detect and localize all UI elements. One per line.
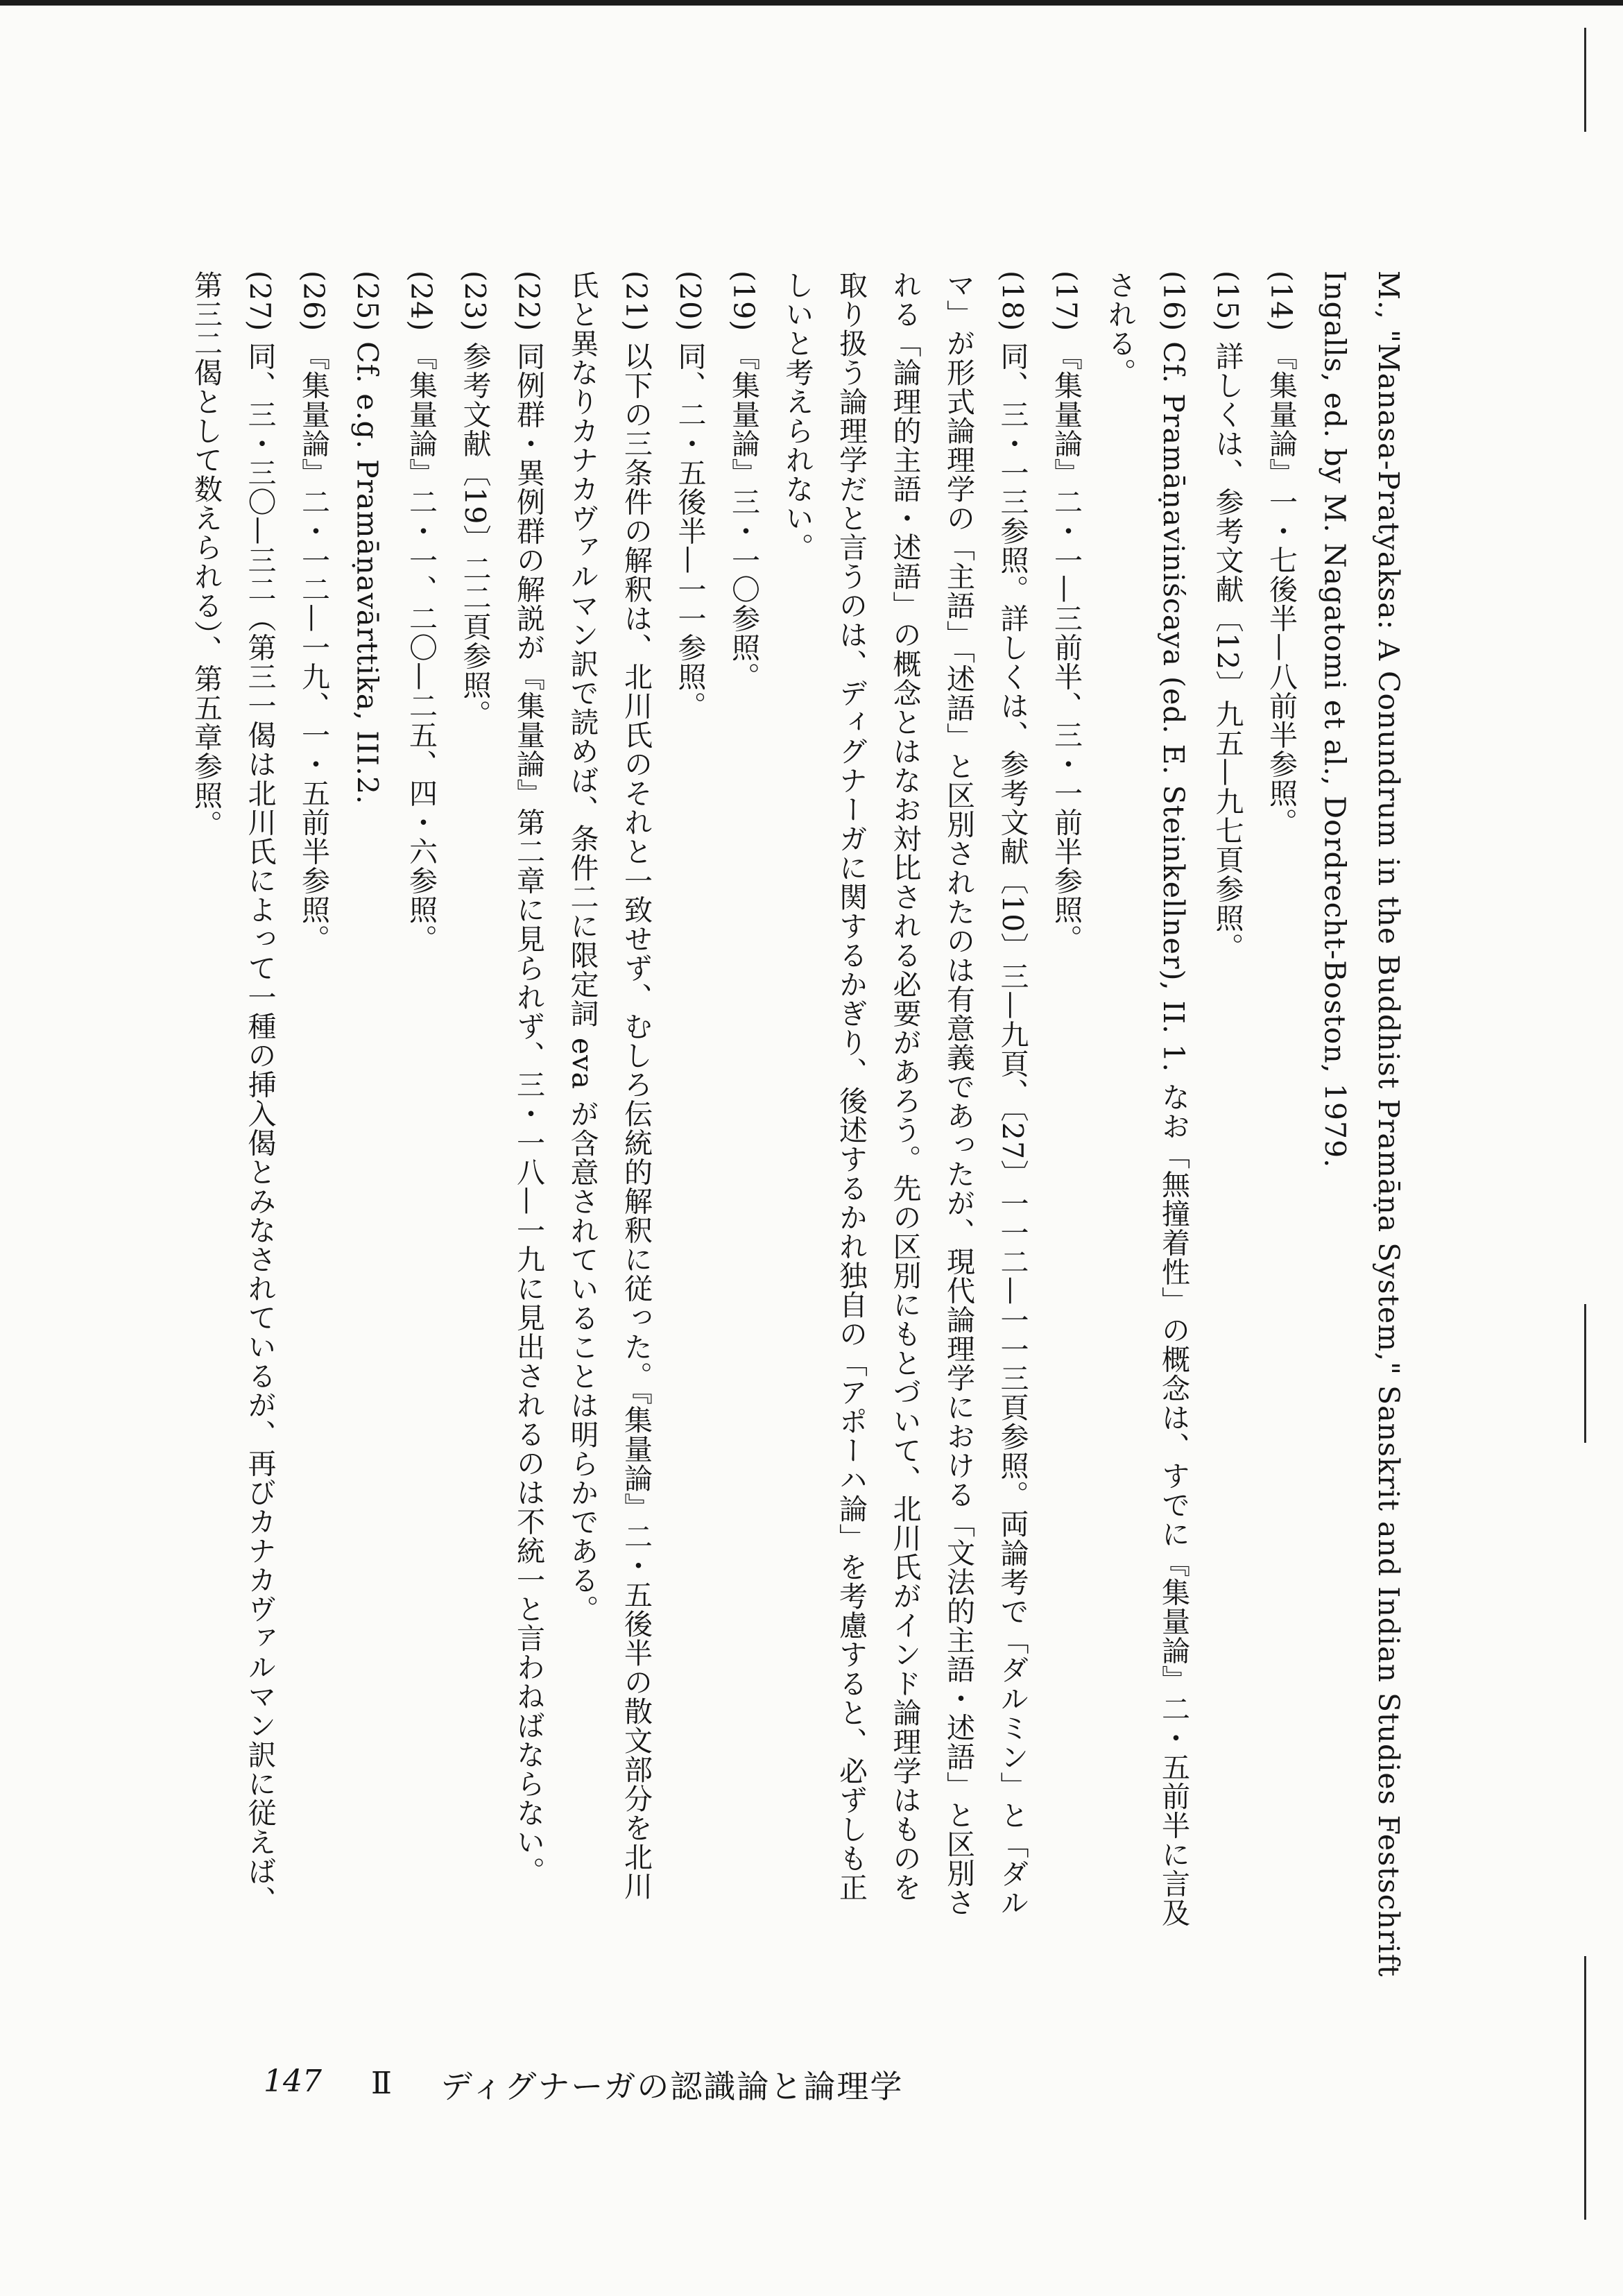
footnote-18: (18) 同、三・一三参照。詳しくは、参考文献〔10〕三—九頁、〔27〕一一二—一一三頁参照。両論考で「ダルミン」と「ダル (995, 271, 1029, 1918)
text-line: Ingalls, ed. by M. Nagatomi et al., Dordrecht-Boston, 1979. (1318, 271, 1352, 1169)
text-line: れる「論理的主語・述語」の概念とはなお対比される必要があろう。先の区別にもとづいて、北川氏がインド論理学はものを (888, 271, 922, 1902)
footnote-20: (20) 同、二・五後半—一一参照。 (673, 271, 707, 721)
footnote-16: (16) Cf. Pramāṇaviniścaya (ed. E. Steinkellner), II. 1. なお「無撞着性」の概念は、すでに『集量論』二・五前半に言及 (1157, 271, 1190, 1928)
text-line: 氏と異なりカナカヴァルマン訳で読めば、条件二に限定詞 eva が含意されていることは明らかである。 (565, 271, 599, 1624)
footnote-15: (15) 詳しくは、参考文献〔12〕九五—九七頁参照。 (1210, 271, 1244, 962)
footnote-27: (27) 同、三・三〇—三二（第三一偈は北川氏によって一種の挿入偈とみなされているが、再びカナカヴァルマン訳に従えば、 (243, 271, 277, 1915)
text-line: 取り扱う論理学だと言うのは、ディグナーガに関するかぎり、後述するかれ独自の「アポーハ論」を考慮すると、必ずしも正 (834, 271, 868, 1902)
section-number: Ⅱ (371, 2066, 392, 2101)
footnotes-body (179, 271, 1416, 1977)
running-head: ディグナーガの認識論と論理学 (440, 2068, 904, 2105)
binding-edge-line (1584, 28, 1586, 132)
footnote-21: (21) 以下の三条件の解釈は、北川氏のそれと一致せず、むしろ伝統的解釈に従った。『集量論』二・五後半の散文部分を北川 (619, 271, 653, 1901)
footnote-25: (25) Cf. e.g. Pramāṇavārttika, III.2. (350, 271, 384, 805)
footnote-24: (24) 『集量論』二・一、二〇—二五、四・六参照。 (404, 271, 438, 954)
footnote-26: (26) 『集量論』二・一二—一九、一・五前半参照。 (297, 271, 330, 954)
footnote-19: (19) 『集量論』三・一〇参照。 (727, 271, 760, 692)
footnote-22: (22) 同例群・異例群の解説が『集量論』第二章に見られず、三・一八—一九に見出されるのは不統一と言わねばならない。 (512, 271, 545, 1886)
text-line: される。 (1103, 271, 1137, 387)
text-line: しいと考えられない。 (780, 271, 814, 562)
text-line: マ」が形式論理学の「主語」「述語」と区別されたのは有意義であったが、現代論理学における「文法的主語・述語」と区別さ (942, 271, 975, 1917)
page-number: 147 (264, 2064, 322, 2099)
text-line: M., "Manasa-Pratyaksa: A Conundrum in the Buddhist Pramāṇa System," Sanskrit and Indian Studies Festschrift (1372, 271, 1405, 1978)
page-top-edge (0, 0, 1623, 6)
footnote-14: (14) 『集量論』一・七後半—八前半参照。 (1264, 271, 1298, 837)
binding-edge-line (1584, 1956, 1586, 2220)
text-line: 第三二偈として数えられる）、第五章参照。 (189, 271, 223, 839)
binding-edge-line (1584, 1304, 1586, 1443)
footnote-17: (17) 『集量論』二・一—三前半、三・一前半参照。 (1049, 271, 1083, 954)
footnote-23: (23) 参考文献〔19〕二二頁参照。 (458, 271, 492, 729)
